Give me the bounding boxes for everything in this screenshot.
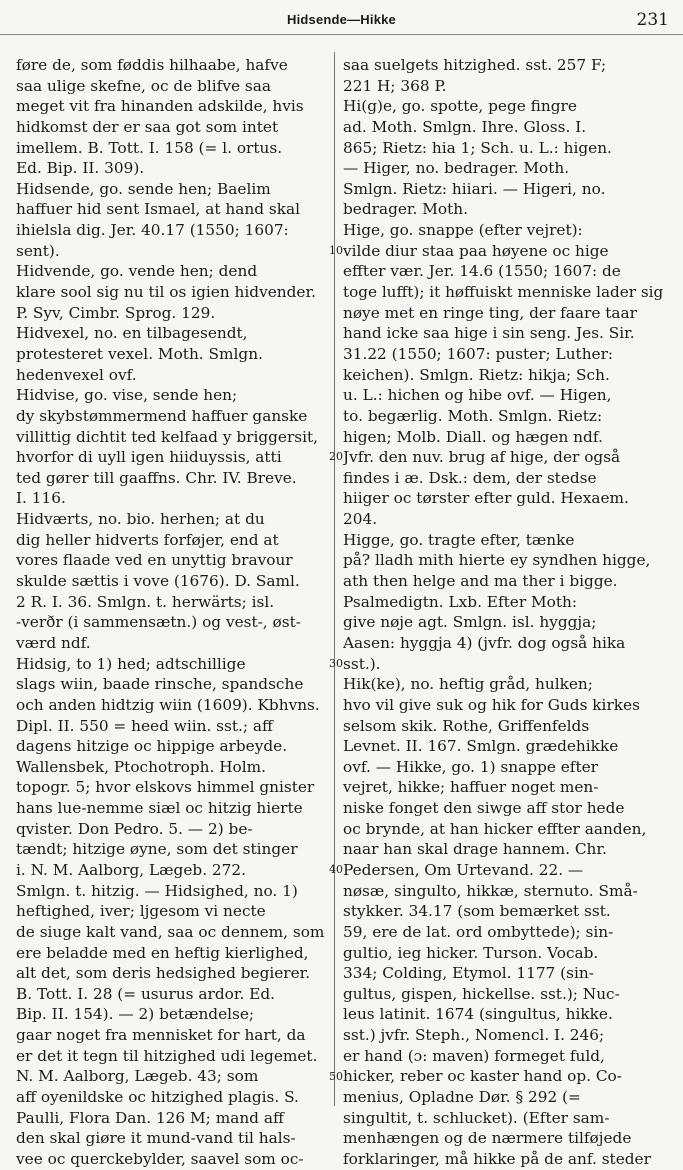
text-line: aff oyenildske oc hitzighed plagis. S.	[16, 1088, 299, 1107]
text-line: Hi(g)e, go. spotte, pege fingre	[343, 97, 577, 116]
line-number: 20	[329, 450, 343, 464]
text-line: stykker. 34.17 (som bemærket sst.	[343, 902, 611, 921]
line-number: 30	[329, 656, 343, 670]
text-line: saa ulige skefne, oc de blifve saa	[16, 76, 271, 95]
running-head: Hidsende—Hikke	[286, 12, 396, 27]
text-line: Bip. II. 154). — 2) betændelse;	[16, 1005, 255, 1024]
page-number: 231	[636, 10, 669, 30]
text-line: i. N. M. Aalborg, Lægeb. 272.	[16, 860, 246, 879]
text-line: 59, ere de lat. ord ombyttede); sin-	[343, 922, 614, 941]
text-line: menhængen og de nærmere tilføjede	[343, 1129, 632, 1148]
text-line: sst.).	[343, 654, 381, 673]
text-line: oc brynde, at han hicker effter aanden,	[343, 819, 647, 838]
text-line: Hidvise, go. vise, sende hen;	[16, 386, 238, 405]
text-line: topogr. 5; hvor elskovs himmel gnister	[16, 778, 315, 797]
text-line: sent).	[16, 241, 60, 260]
text-line: Pedersen, Om Urtevand. 22. —	[343, 860, 584, 879]
text-line: toge lufft); it høffuiskt menniske lader sig	[343, 283, 664, 302]
text-line: ihielsla dig. Jer. 40.17 (1550; 1607:	[16, 221, 289, 240]
text-line: Psalmedigtn. Lxb. Efter Moth:	[343, 592, 578, 611]
page-header	[0, 8, 683, 35]
text-line: findes i æ. Dsk.: dem, der stedse	[343, 468, 597, 487]
text-line: Smlgn. t. hitzig. — Hidsighed, no. 1)	[16, 881, 298, 900]
text-line: værd ndf.	[16, 633, 91, 652]
text-line: 221 H; 368 P.	[343, 76, 447, 95]
text-line: gultus, gispen, hickellse. sst.); Nuc-	[343, 984, 620, 1003]
text-line: -verðr (i sammensætn.) og vest-, øst-	[16, 613, 301, 632]
text-line: saa suelgets hitzighed. sst. 257 F;	[343, 56, 607, 74]
text-line: 204.	[343, 510, 378, 529]
text-line: ted gører till gaaffns. Chr. IV. Breve.	[16, 468, 297, 487]
text-line: bedrager. Moth.	[343, 200, 469, 219]
text-line: gaar noget fra mennisket for hart, da	[16, 1026, 306, 1045]
text-line: 31.22 (1550; 1607: puster; Luther:	[343, 344, 614, 363]
text-line: den skal giøre it mund-vand til hals-	[16, 1129, 296, 1148]
text-line: hand icke saa hige i sin seng. Jes. Sir.	[343, 324, 635, 343]
text-line: vores flaade ved en unyttig bravour	[16, 551, 293, 570]
text-line: er hand (ɔ: maven) formeget fuld,	[343, 1046, 605, 1065]
text-line: 2 R. I. 36. Smlgn. t. herwärts; isl.	[16, 592, 275, 611]
text-line: selsom skik. Rothe, Griffenfelds	[343, 716, 590, 735]
text-line: 334; Colding, Etymol. 1177 (sin-	[343, 964, 594, 983]
text-line: skulde sættis i vove (1676). D. Saml.	[16, 572, 300, 591]
text-line: ad. Moth. Smlgn. Ihre. Gloss. I.	[343, 117, 587, 136]
text-line: hidkomst der er saa got som intet	[16, 117, 279, 136]
text-line: Hidsig, to 1) hed; adtschillige	[16, 654, 246, 673]
line-number: 10	[329, 243, 343, 257]
text-line: hicker, reber oc kaster hand op. Co-	[343, 1067, 622, 1086]
text-line: vilde diur staa paa høyene oc hige	[343, 241, 609, 260]
text-line: imellem. B. Tott. I. 158 (= l. ortus.	[16, 138, 283, 157]
text-line: dagens hitzige oc hippige arbeyde.	[16, 737, 288, 756]
text-line: villittig dichtit ted kelfaad y briggersit,	[16, 427, 319, 446]
text-line: de siuge kalt vand, saa oc dennem, som	[16, 922, 325, 941]
text-line: slags wiin, baade rinsche, spandsche	[16, 675, 304, 694]
text-line: hvorfor di uyll igen hiiduyssis, atti	[16, 448, 282, 467]
text-line: Hik(ke), no. heftig gråd, hulken;	[343, 675, 593, 694]
text-line: dig heller hidverts forføjer, end at	[16, 530, 279, 549]
text-line: protesteret vexel. Moth. Smlgn.	[16, 344, 263, 363]
text-line: Hidvexel, no. en tilbagesendt,	[16, 324, 248, 343]
text-line: menius, Opladne Dør. § 292 (=	[343, 1088, 581, 1107]
text-line: Dipl. II. 550 = heed wiin. sst.; aff	[16, 716, 273, 735]
text-line: dy skybstømmermend haffuer ganske	[16, 406, 308, 425]
text-line: 865; Rietz: hia 1; Sch. u. L.: higen.	[343, 138, 612, 157]
text-line: haffuer hid sent Ismael, at hand skal	[16, 200, 301, 219]
text-line: Smlgn. Rietz: hiiari. — Higeri, no.	[343, 179, 606, 198]
text-line: och anden hidtzig wiin (1609). Kbhvns.	[16, 695, 320, 714]
text-line: hiiger oc tørster efter guld. Hexaem.	[343, 489, 629, 508]
text-line: klare sool sig nu til os igien hidvender.	[16, 283, 316, 302]
text-line: ath then helge and ma ther i bigge.	[343, 572, 618, 591]
line-number: 40	[329, 863, 343, 877]
text-line: Hidsende, go. sende hen; Baelim	[16, 179, 271, 198]
text-line: u. L.: hichen og hibe ovf. — Higen,	[343, 386, 612, 405]
text-line: Jvfr. den nuv. brug af hige, der også	[343, 448, 621, 467]
text-line: Higge, go. tragte efter, tænke	[343, 530, 575, 549]
text-line: hedenvexel ovf.	[16, 365, 137, 384]
text-line: føre de, som føddis hilhaabe, hafve	[16, 56, 288, 74]
text-line: Hidværts, no. bio. herhen; at du	[16, 510, 265, 529]
text-line: heftighed, iver; ljgesom vi necte	[16, 902, 266, 921]
text-line: B. Tott. I. 28 (= usurus ardor. Ed.	[16, 984, 275, 1003]
text-line: ovf. — Hikke, go. 1) snappe efter	[343, 757, 598, 776]
text-line: give nøje agt. Smlgn. isl. hyggja;	[343, 613, 597, 632]
text-line: på? lladh mith hierte ey syndhen higge,	[343, 551, 651, 570]
text-line: vee oc querckebylder, saavel som oc-	[16, 1149, 304, 1168]
text-line: Paulli, Flora Dan. 126 M; mand aff	[16, 1108, 284, 1127]
text-line: Aasen: hyggja 4) (jvfr. dog også hika	[343, 633, 626, 652]
text-line: Levnet. II. 167. Smlgn. grædehikke	[343, 737, 619, 756]
left-column	[16, 55, 342, 1170]
text-line: nøsæ, singulto, hikkæ, sternuto. Små-	[343, 881, 638, 900]
text-line: to. begærlig. Moth. Smlgn. Rietz:	[343, 406, 603, 425]
text-line: sst.) jvfr. Steph., Nomencl. I. 246;	[343, 1026, 605, 1045]
text-line: hvo vil give suk og hik for Guds kirkes	[343, 695, 640, 714]
right-column	[343, 55, 669, 1170]
text-line: er det it tegn til hitzighed udi legemet.	[16, 1046, 318, 1065]
text-line: singultit, t. schlucket). (Efter sam-	[343, 1108, 610, 1127]
text-line: ere beladde med en heftig kierlighed,	[16, 943, 309, 962]
text-line: hans lue-nemme siæl oc hitzig hierte	[16, 799, 303, 818]
text-line: niske fonget den siwge aff stor hede	[343, 799, 625, 818]
text-line: forklaringer, må hikke på de anf. steder	[343, 1149, 651, 1168]
text-line: keichen). Smlgn. Rietz: hikja; Sch.	[343, 365, 610, 384]
text-line: qvister. Don Pedro. 5. — 2) be-	[16, 819, 253, 838]
text-line: gultio, ieg hicker. Turson. Vocab.	[343, 943, 599, 962]
text-line: alt det, som deris hedsighed begierer.	[16, 964, 311, 983]
text-line: Hige, go. snappe (efter vejret):	[343, 221, 583, 240]
text-line: tændt; hitzige øyne, som det stinger	[16, 840, 298, 859]
text-line: — Higer, no. bedrager. Moth.	[343, 159, 570, 178]
text-line: vejret, hikke; haffuer noget men-	[343, 778, 599, 797]
text-line: Wallensbek, Ptochotroph. Holm.	[16, 757, 267, 776]
text-line: effter vær. Jer. 14.6 (1550; 1607: de	[343, 262, 621, 281]
text-line: I. 116.	[16, 489, 66, 508]
text-line: nøye met en ringe ting, der faare taar	[343, 303, 637, 322]
text-line: Ed. Bip. II. 309).	[16, 159, 145, 178]
text-line: higen; Molb. Diall. og hægen ndf.	[343, 427, 603, 446]
text-line: Hidvende, go. vende hen; dend	[16, 262, 258, 281]
line-number: 50	[329, 1069, 343, 1083]
text-line: P. Syv, Cimbr. Sprog. 129.	[16, 303, 216, 322]
text-line: N. M. Aalborg, Lægeb. 43; som	[16, 1067, 259, 1086]
text-line: leus latinit. 1674 (singultus, hikke.	[343, 1005, 613, 1024]
text-line: meget vit fra hinanden adskilde, hvis	[16, 97, 304, 116]
text-line: naar han skal drage hannem. Chr.	[343, 840, 607, 859]
